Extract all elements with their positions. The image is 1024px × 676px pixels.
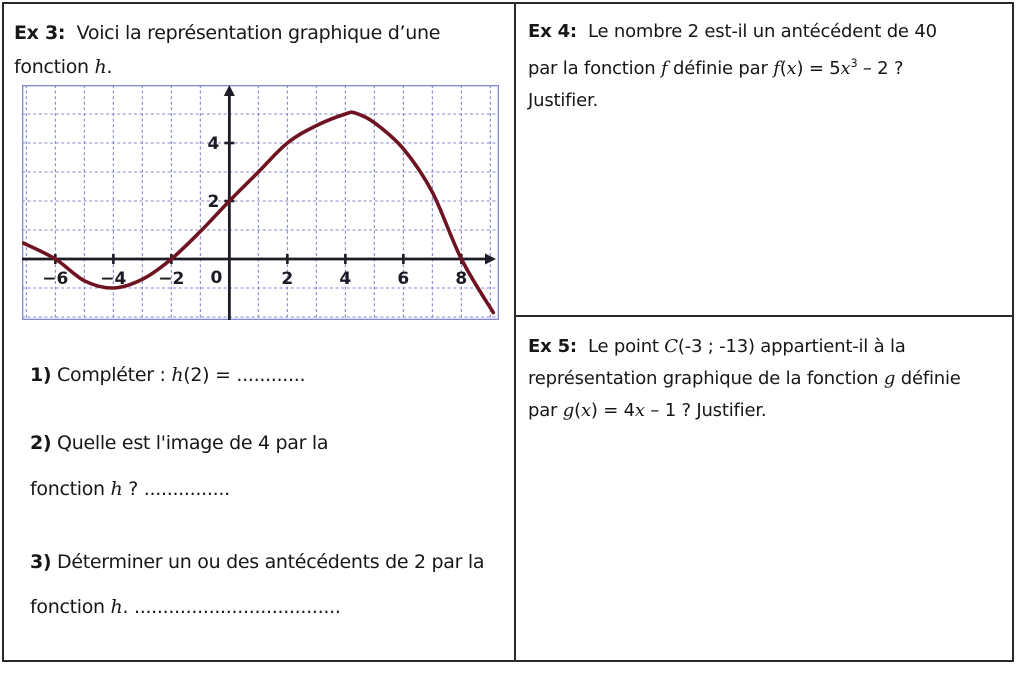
x-tick-label: −2 xyxy=(158,269,185,289)
ex4-line1: Ex 4: Le nombre 2 est-il un antécédent de 40 xyxy=(528,21,937,42)
ex3-title-line1: Ex 3: Voici la représentation graphique d’une xyxy=(14,22,441,44)
y-tick-label: 2 xyxy=(207,192,220,212)
y-tick-label: 4 xyxy=(207,134,220,154)
y-axis-arrow-icon xyxy=(224,85,235,96)
question-1-line1: 1) Compléter : h(2) = ............ xyxy=(30,364,306,386)
question-3-line1: 3) Déterminer un ou des antécédents de 2 par la xyxy=(30,551,485,573)
ex3-title-line2: fonction h. xyxy=(14,56,113,78)
graph-svg xyxy=(22,85,499,320)
question-2-line1: 2) Quelle est l'image de 4 par la xyxy=(30,432,329,454)
ex5-line1: Ex 5: Le point C(-3 ; -13) appartient-il à la xyxy=(528,336,906,357)
question-1 xyxy=(30,364,305,386)
worksheet-table xyxy=(2,2,1014,662)
x-tick-label: 8 xyxy=(455,269,468,289)
ex3-title xyxy=(4,4,514,84)
ex3-cell xyxy=(4,4,516,660)
x-tick-label: 6 xyxy=(397,269,410,289)
x-tick-label: −6 xyxy=(42,269,69,289)
question-2-line2: fonction h ? ............... xyxy=(30,478,230,500)
x-tick-label: −4 xyxy=(100,269,127,289)
x-tick-label: 2 xyxy=(281,269,294,289)
ex4-cell xyxy=(516,4,1012,317)
right-column xyxy=(516,4,1012,660)
ex4-text xyxy=(516,4,1012,117)
ex5-line3: par g(x) = 4x – 1 ? Justifier. xyxy=(528,400,767,421)
question-3-line2: fonction h. .................................... xyxy=(30,596,341,618)
origin-label: 0 xyxy=(210,268,223,288)
ex5-text xyxy=(516,319,1012,427)
x-tick-label: 4 xyxy=(339,269,352,289)
ex5-line2: représentation graphique de la fonction g définie xyxy=(528,368,961,389)
ex4-line3: Justifier. xyxy=(528,90,599,111)
ex4-line2: par la fonction f définie par $f(x) = 5x^3 - 2$ ? xyxy=(528,57,904,79)
question-2 xyxy=(30,420,328,512)
function-graph xyxy=(22,85,499,320)
question-3 xyxy=(30,540,484,630)
ex5-cell xyxy=(516,319,1012,660)
